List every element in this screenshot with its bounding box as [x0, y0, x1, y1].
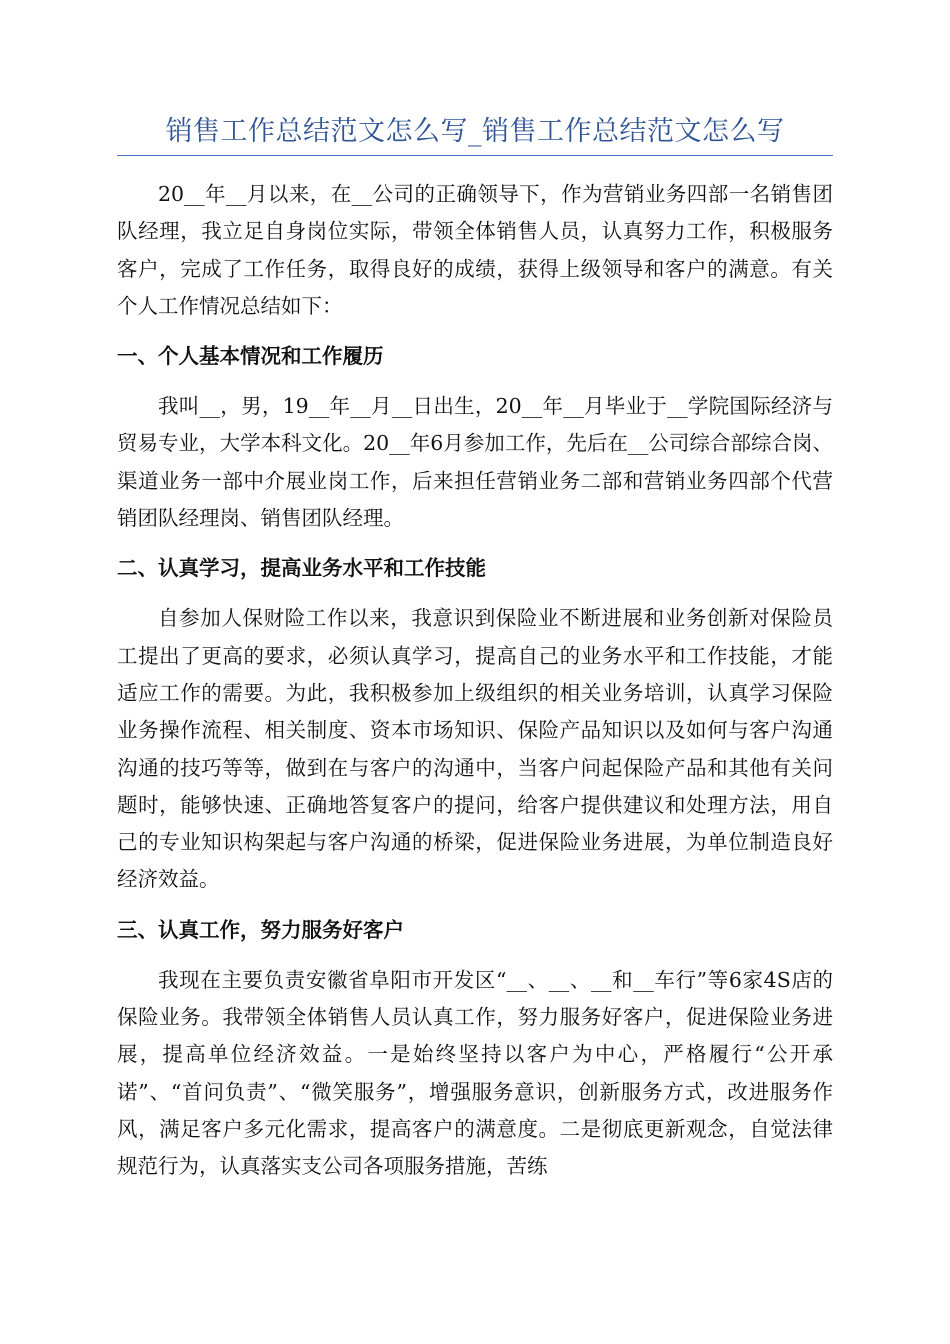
- section-paragraph-3: 我现在主要负责安徽省阜阳市开发区“__、__、__和__车行”等6家4S店的保险业务。我带领全体销售人员认真工作，努力服务好客户，促进保险业务进展，提高单位经济效益。一是始终坚持以客户为中心，严格履行“公开承诺”、“首问负责”、“微笑服务”，增强服务意识，创新服务方式，改进服务作风，满足客户多元化需求，提高客户的满意度。二是彻底更新观念，自觉法律规范行为，认真落实支公司各项服务措施，苦练: [117, 967, 833, 1179]
- section-paragraph-1: 我叫__，男，19__年__月__日出生，20__年__月毕业于__学院国际经济与贸易专业，大学本科文化。20__年6月参加工作，先后在__公司综合部综合岗、渠道业务一部中介展业岗工作，后来担任营销业务二部和营销业务四部个代营销团队经理岗、销售团队经理。: [117, 394, 833, 531]
- section-paragraph-2: 自参加人保财险工作以来，我意识到保险业不断进展和业务创新对保险员工提出了更高的要求，必须认真学习，提高自己的业务水平和工作技能，才能适应工作的需要。为此，我积极参加上级组织的相关业务培训，认真学习保险业务操作流程、相关制度、资本市场知识、保险产品知识以及如何与客户沟通沟通的技巧等等，做到在与客户的沟通中，当客户问起保险产品和其他有关问题时，能够快速、正确地答复客户的提问，给客户提供建议和处理方法，用自己的专业知识构架起与客户沟通的桥梁，促进保险业务进展，为单位制造良好经济效益。: [117, 606, 833, 892]
- title-underline: [117, 155, 833, 156]
- section-heading-1: 一、个人基本情况和工作履历: [117, 344, 384, 369]
- section-heading-2: 二、认真学习，提高业务水平和工作技能: [117, 556, 486, 581]
- intro-paragraph: 20__年__月以来，在__公司的正确领导下，作为营销业务四部一名销售团队经理，我立足自身岗位实际，带领全体销售人员，认真努力工作，积极服务客户，完成了工作任务，取得良好的成绩，获得上级领导和客户的满意。有关个人工作情况总结如下：: [117, 182, 833, 318]
- section-heading-3: 三、认真工作，努力服务好客户: [117, 917, 404, 942]
- document-body: [117, 176, 833, 1186]
- document-title: 销售工作总结范文怎么写_销售工作总结范文怎么写: [165, 116, 785, 147]
